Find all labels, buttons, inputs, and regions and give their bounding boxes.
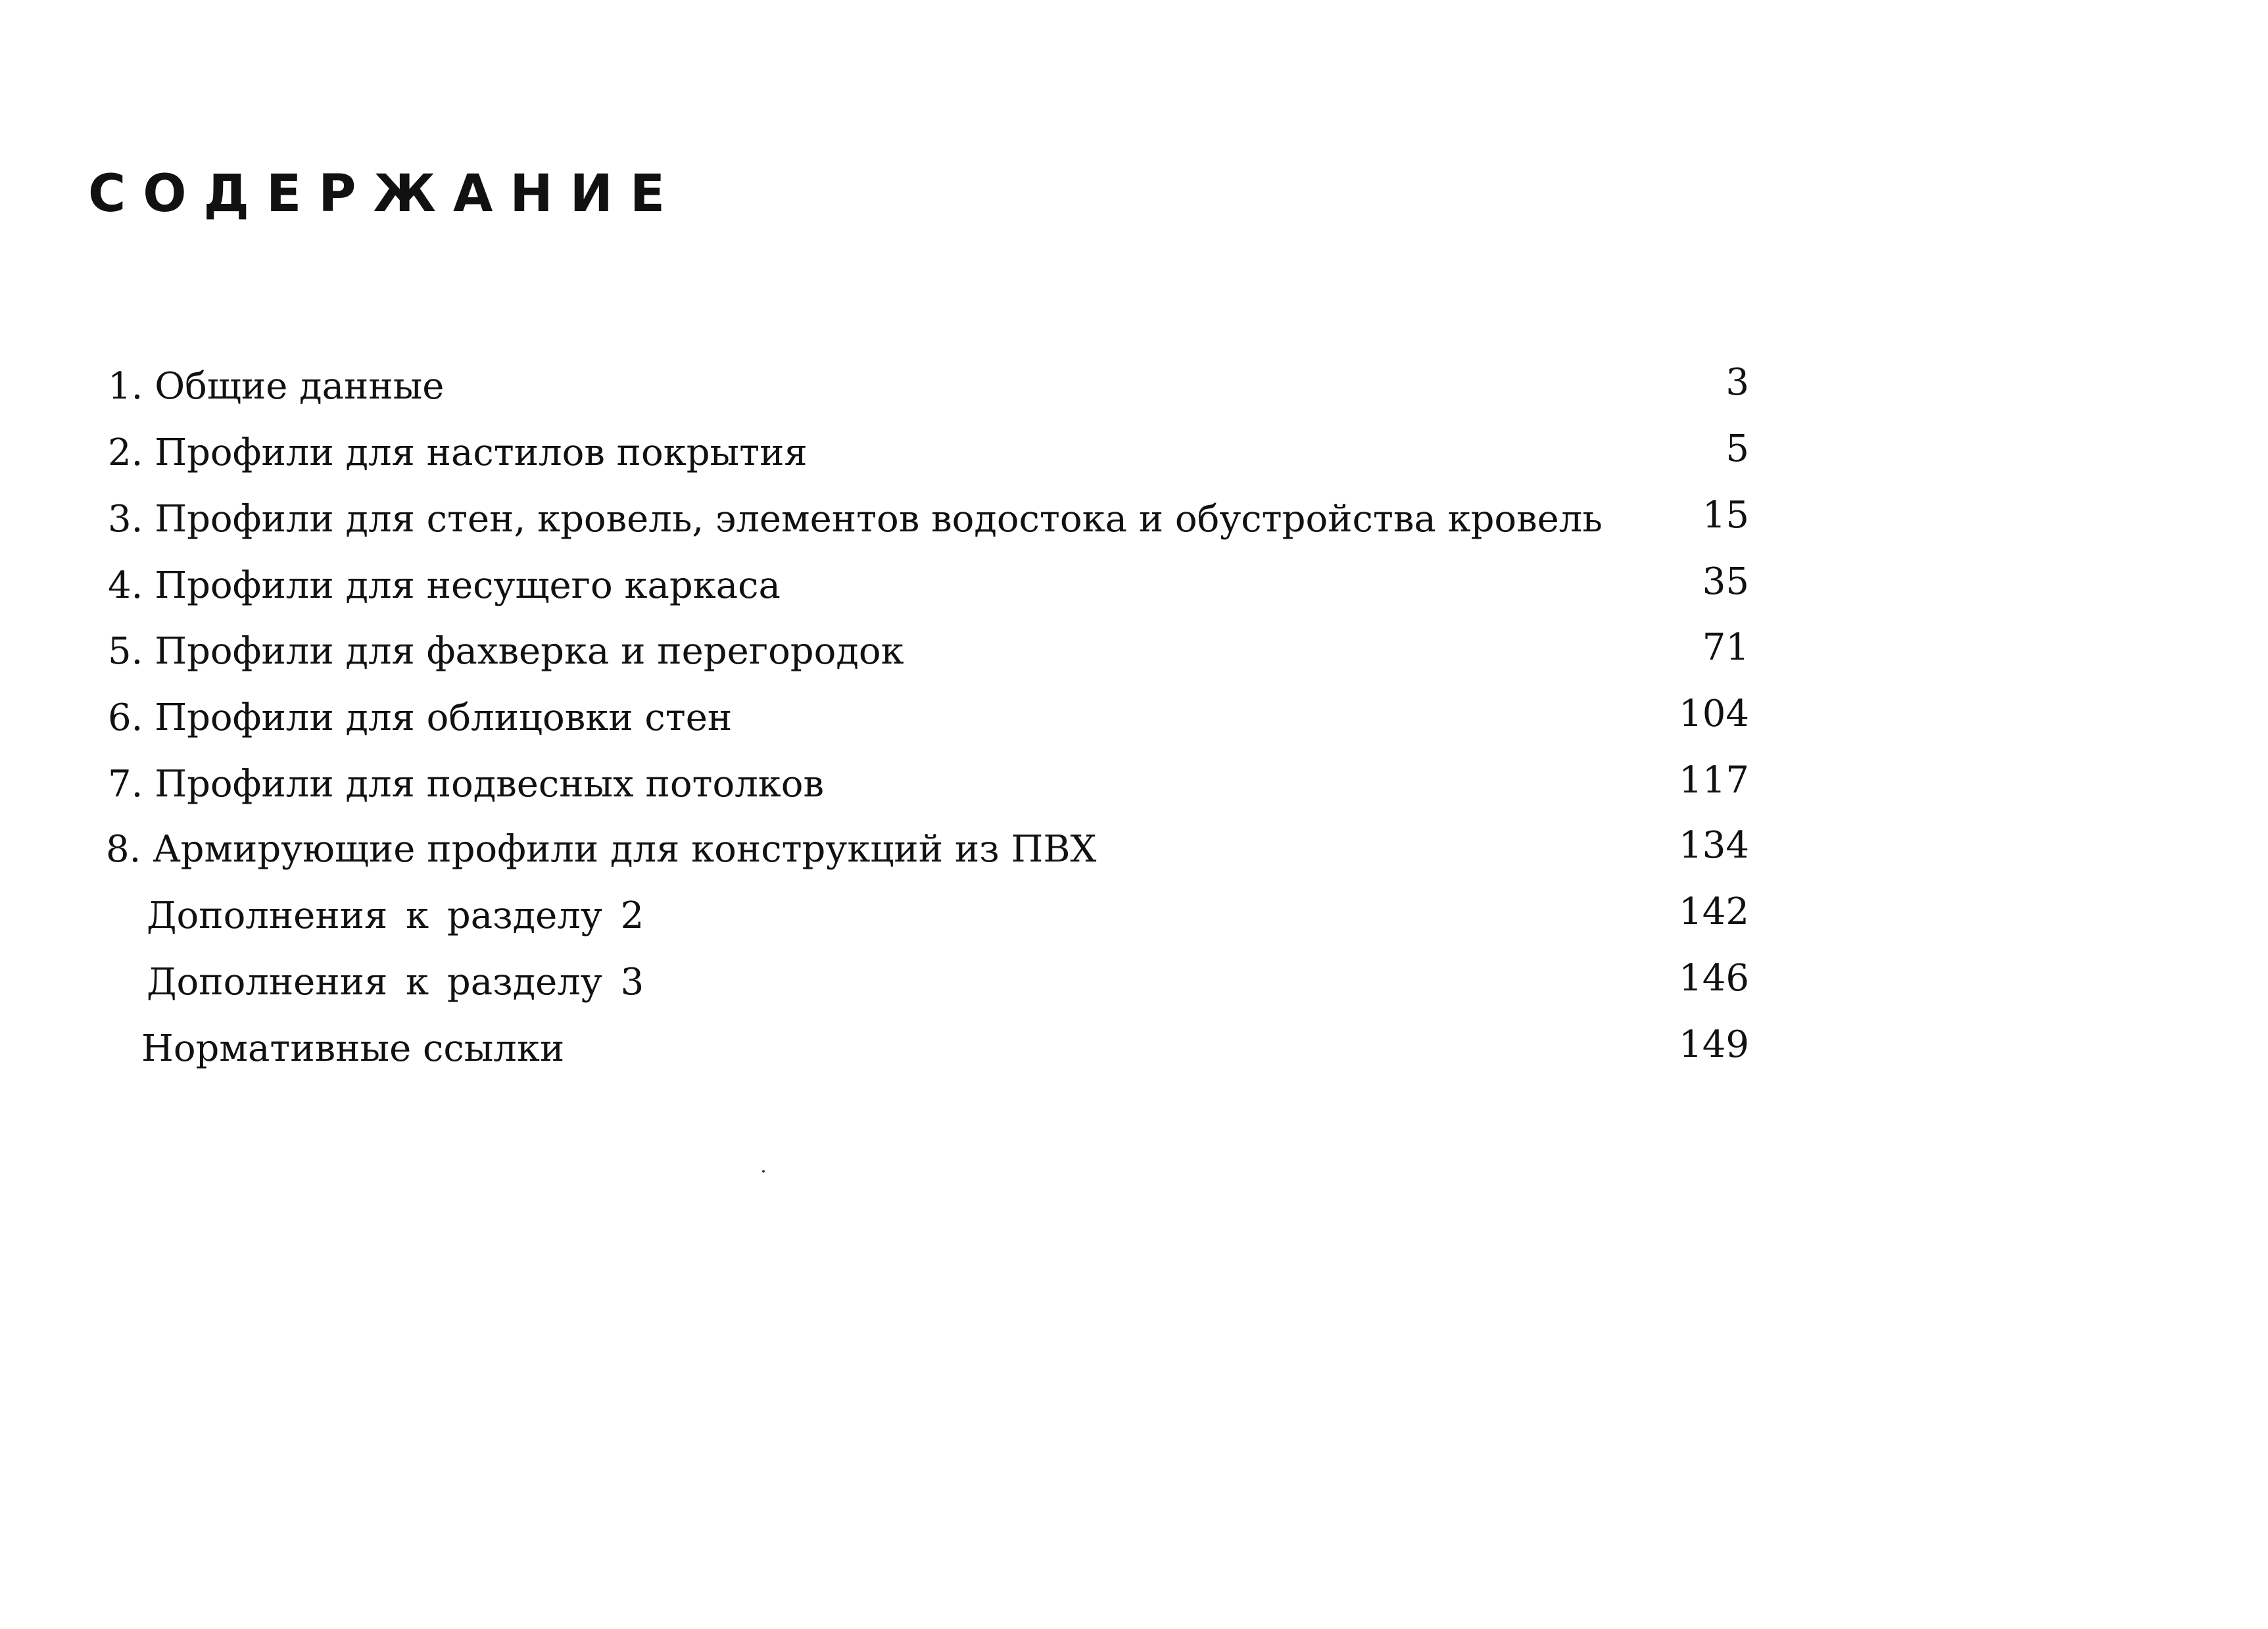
toc-entry-page: 117	[1679, 759, 1749, 802]
toc-entry-label: 5. Профили для фахверка и перегородок	[108, 630, 904, 673]
toc-entry	[0, 694, 1749, 742]
toc-entry	[0, 363, 1749, 410]
toc-entry	[0, 496, 1749, 543]
toc-entry-label: 8. Армирующие профили для конструкций из ПВХ	[106, 828, 1097, 871]
stray-dot	[762, 1170, 765, 1173]
toc-entry	[0, 429, 1749, 477]
toc-entry-label: Дополнения к разделу 2	[147, 894, 644, 937]
toc-entry	[0, 892, 1749, 940]
toc-entry-page: 15	[1702, 494, 1749, 537]
toc-entry-page: 142	[1679, 890, 1749, 933]
toc-entry-label: 1. Общие данные	[108, 365, 445, 408]
toc-entry-page: 71	[1702, 626, 1749, 669]
toc-entry	[0, 826, 1749, 873]
toc-entry-page: 5	[1725, 427, 1749, 470]
toc-entry	[0, 1025, 1749, 1073]
toc-entry	[0, 959, 1749, 1006]
toc-entry-label: Нормативные ссылки	[141, 1027, 565, 1070]
toc-entry	[0, 628, 1749, 675]
toc-entry-label: 4. Профили для несущего каркаса	[108, 564, 781, 607]
toc-entry-label: 6. Профили для облицовки стен	[108, 696, 733, 739]
toc-entry-label: Дополнения к разделу 3	[147, 961, 644, 1004]
toc-entry-page: 146	[1679, 957, 1749, 1000]
toc-entry-page: 134	[1679, 824, 1749, 867]
toc-entry-page: 104	[1679, 693, 1749, 735]
toc-entry	[0, 761, 1749, 808]
toc-entry	[0, 562, 1749, 610]
toc-entry-label: 2. Профили для настилов покрытия	[108, 431, 808, 474]
toc-entry-page: 149	[1679, 1023, 1749, 1066]
toc-entry-label: 7. Профили для подвесных потолков	[108, 763, 825, 806]
toc-entry-page: 35	[1702, 560, 1749, 603]
toc-entry-page: 3	[1725, 361, 1749, 404]
toc-entry-label: 3. Профили для стен, кровель, элементов водостока и обустройства кровель	[108, 498, 1603, 541]
page-title: СОДЕРЖАНИЕ	[88, 164, 683, 224]
